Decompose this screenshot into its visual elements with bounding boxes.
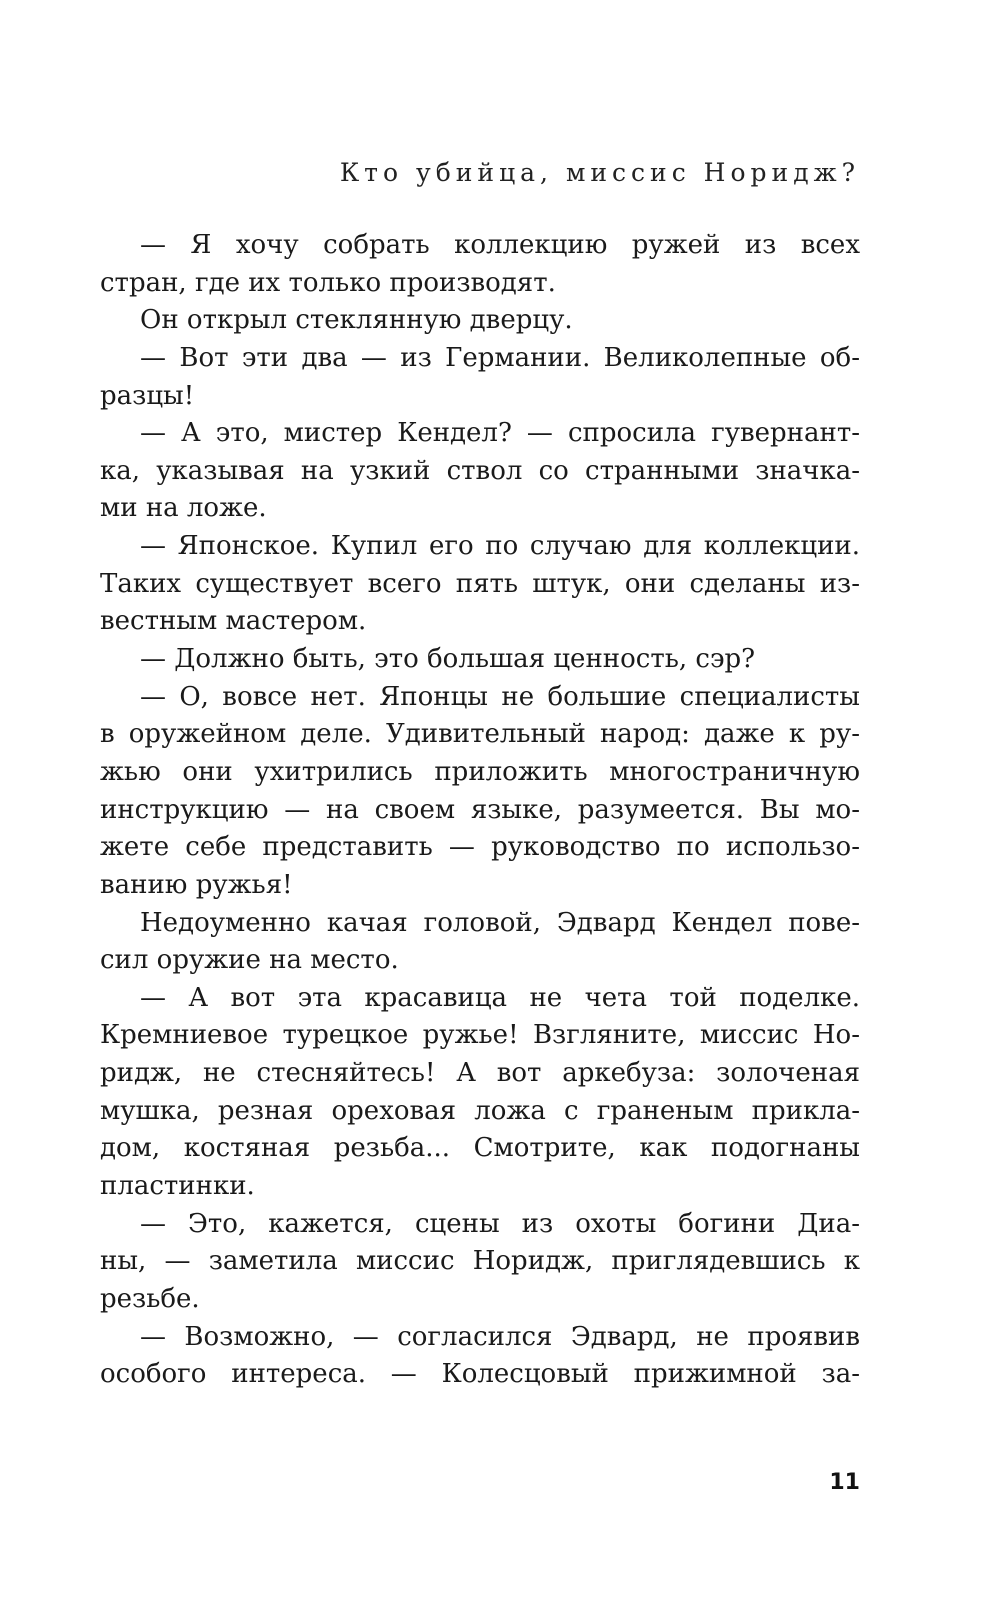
text-line: — Должно быть, это большая ценность, сэр? (140, 644, 756, 675)
text-line: — О, вовсе нет. Японцы не большие специалисты (140, 681, 860, 712)
text-line: Недоуменно качая головой, Эдвард Кендел пове- (140, 907, 860, 938)
text-line: жете себе представить — руководство по использо- (100, 832, 860, 863)
text-line: ны, — заметила миссис Норидж, приглядевшись к (100, 1246, 860, 1277)
body-text (100, 227, 860, 1394)
text-line: резьбе. (100, 1283, 200, 1314)
text-line: в оружейном деле. Удивительный народ: даже к ру- (100, 719, 860, 750)
text-line: вестным мастером. (100, 606, 367, 637)
text-line: — А это, мистер Кендел? — спросила гувернант- (140, 418, 860, 449)
text-line: Он открыл стеклянную дверцу. (140, 305, 573, 336)
text-line: — А вот эта красавица не чета той поделке. (140, 982, 860, 1013)
text-line: — Это, кажется, сцены из охоты богини Диа- (140, 1208, 860, 1239)
text-line: разцы! (100, 380, 195, 411)
text-line: Кремниевое турецкое ружье! Взгляните, миссис Но- (100, 1020, 860, 1051)
text-line: инструкцию — на своем языке, разумеется. Вы мо- (100, 794, 860, 825)
running-head: Кто убийца, миссис Норидж? (339, 158, 860, 187)
text-line: особого интереса. — Колесцовый прижимной за- (100, 1359, 860, 1390)
text-line: жью они ухитрились приложить многостраничную (100, 756, 860, 787)
text-line: ми на ложе. (100, 493, 267, 524)
text-line: дом, костяная резьба... Смотрите, как подогнаны (100, 1133, 860, 1164)
text-line: — Возможно, — согласился Эдвард, не проявив (140, 1321, 860, 1352)
text-line: мушка, резная ореховая ложа с граненым прикла- (100, 1095, 860, 1126)
text-line: ванию ружья! (100, 869, 293, 900)
text-line: — Японское. Купил его по случаю для коллекции. (140, 531, 860, 562)
page-number: 11 (829, 1470, 860, 1495)
text-line: сил оружие на место. (100, 945, 399, 976)
text-line: пластинки. (100, 1171, 255, 1202)
text-line: — Вот эти два — из Германии. Великолепные об- (140, 342, 860, 373)
text-line: ка, указывая на узкий ствол со странными значка- (100, 455, 860, 486)
text-line: ридж, не стесняйтесь! А вот аркебуза: золоченая (100, 1058, 860, 1089)
text-line: — Я хочу собрать коллекцию ружей из всех (140, 230, 860, 260)
text-line: стран, где их только производят. (100, 267, 556, 298)
text-line: Таких существует всего пять штук, они сделаны из- (100, 568, 860, 599)
